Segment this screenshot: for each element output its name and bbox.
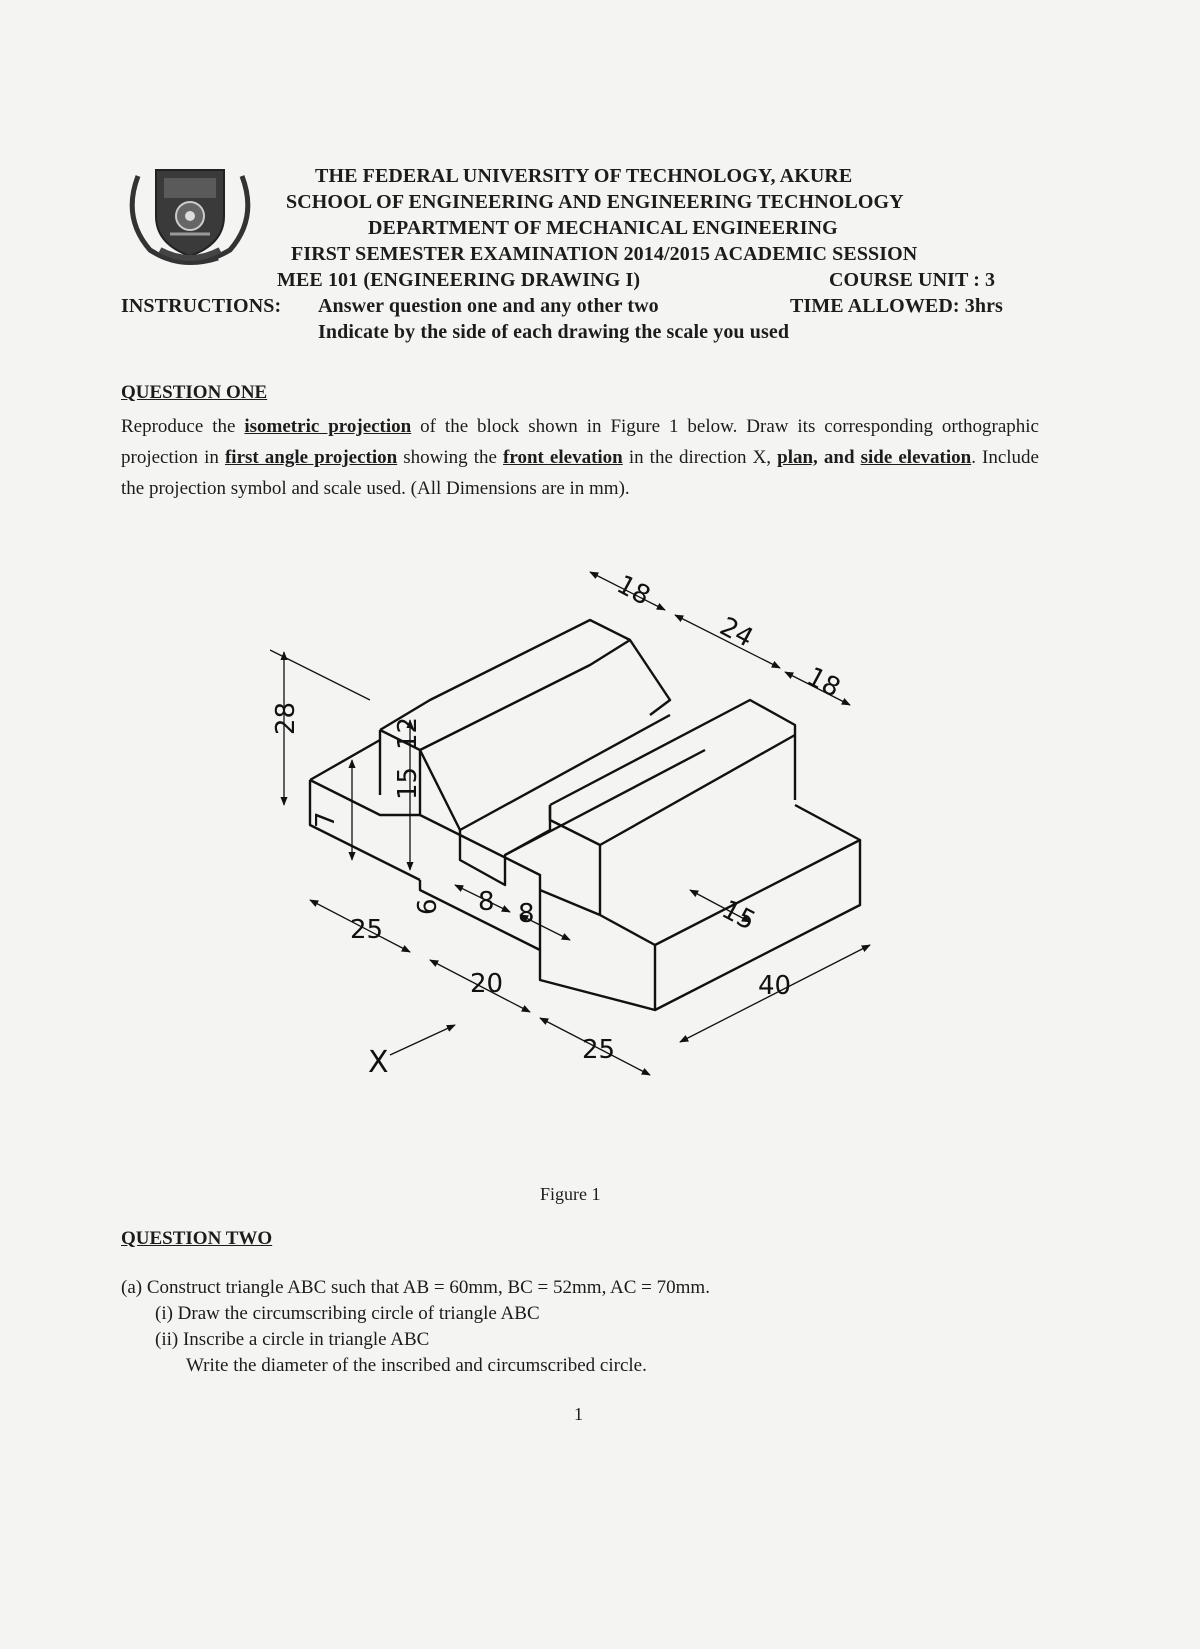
block-outline	[310, 620, 860, 1010]
question-one-text: Reproduce the isometric projection of the block shown in Figure 1 below. Draw its corresponding orthographic projection in first angle projection showing the front elevation in the direction X, plan, and side elevation. Include the projection symbol and scale used. (All Dimensions are in mm).	[121, 416, 1039, 499]
university-name: THE FEDERAL UNIVERSITY OF TECHNOLOGY, AKURE	[315, 165, 853, 187]
dim-25-bottom: 25	[582, 1035, 616, 1065]
dim-28-height: 28	[271, 701, 301, 735]
question-one-heading: QUESTION ONE	[121, 382, 268, 403]
dim-40: 40	[758, 971, 792, 1001]
dim-15-left: 15	[393, 766, 423, 800]
course-unit: COURSE UNIT : 3	[829, 269, 996, 291]
school-name: SCHOOL OF ENGINEERING AND ENGINEERING TECHNOLOGY	[286, 191, 904, 213]
exam-title: FIRST SEMESTER EXAMINATION 2014/2015 ACADEMIC SESSION	[291, 243, 918, 265]
dim-12: 12	[393, 716, 423, 750]
university-crest-logo	[120, 158, 260, 268]
scale-note: Indicate by the side of each drawing the scale you used	[318, 321, 790, 343]
course-title: MEE 101 (ENGINEERING DRAWING I)	[277, 269, 641, 291]
question-two-note: Write the diameter of the inscribed and circumscribed circle.	[186, 1355, 647, 1376]
page-number: 1	[574, 1404, 583, 1424]
instructions-label: INSTRUCTIONS:	[121, 295, 282, 317]
dim-8-b: 8	[518, 899, 535, 929]
time-allowed: TIME ALLOWED: 3hrs	[790, 295, 1003, 317]
dim-7: 7	[311, 811, 341, 828]
dim-18-top-right: 18	[801, 661, 846, 704]
direction-x-label: X	[368, 1045, 389, 1080]
dim-24-top: 24	[714, 611, 759, 654]
dim-18-top-left: 18	[611, 569, 656, 612]
department-name: DEPARTMENT OF MECHANICAL ENGINEERING	[368, 217, 838, 239]
figure-caption: Figure 1	[540, 1184, 601, 1204]
question-two-part-a: (a) Construct triangle ABC such that AB = 60mm, BC = 52mm, AC = 70mm.	[121, 1277, 710, 1298]
dim-15-ledge: 15	[716, 894, 761, 937]
instructions-text: Answer question one and any other two	[318, 295, 659, 317]
dim-25-left: 25	[350, 915, 384, 945]
question-two-part-a-ii: (ii) Inscribe a circle in triangle ABC	[155, 1329, 430, 1350]
dim-8-a: 8	[478, 887, 495, 917]
dim-6: 6	[413, 898, 443, 915]
question-two-heading: QUESTION TWO	[121, 1228, 273, 1249]
question-two-part-a-i: (i) Draw the circumscribing circle of triangle ABC	[155, 1303, 540, 1324]
dim-20: 20	[470, 969, 504, 999]
isometric-block-figure	[270, 560, 920, 1140]
